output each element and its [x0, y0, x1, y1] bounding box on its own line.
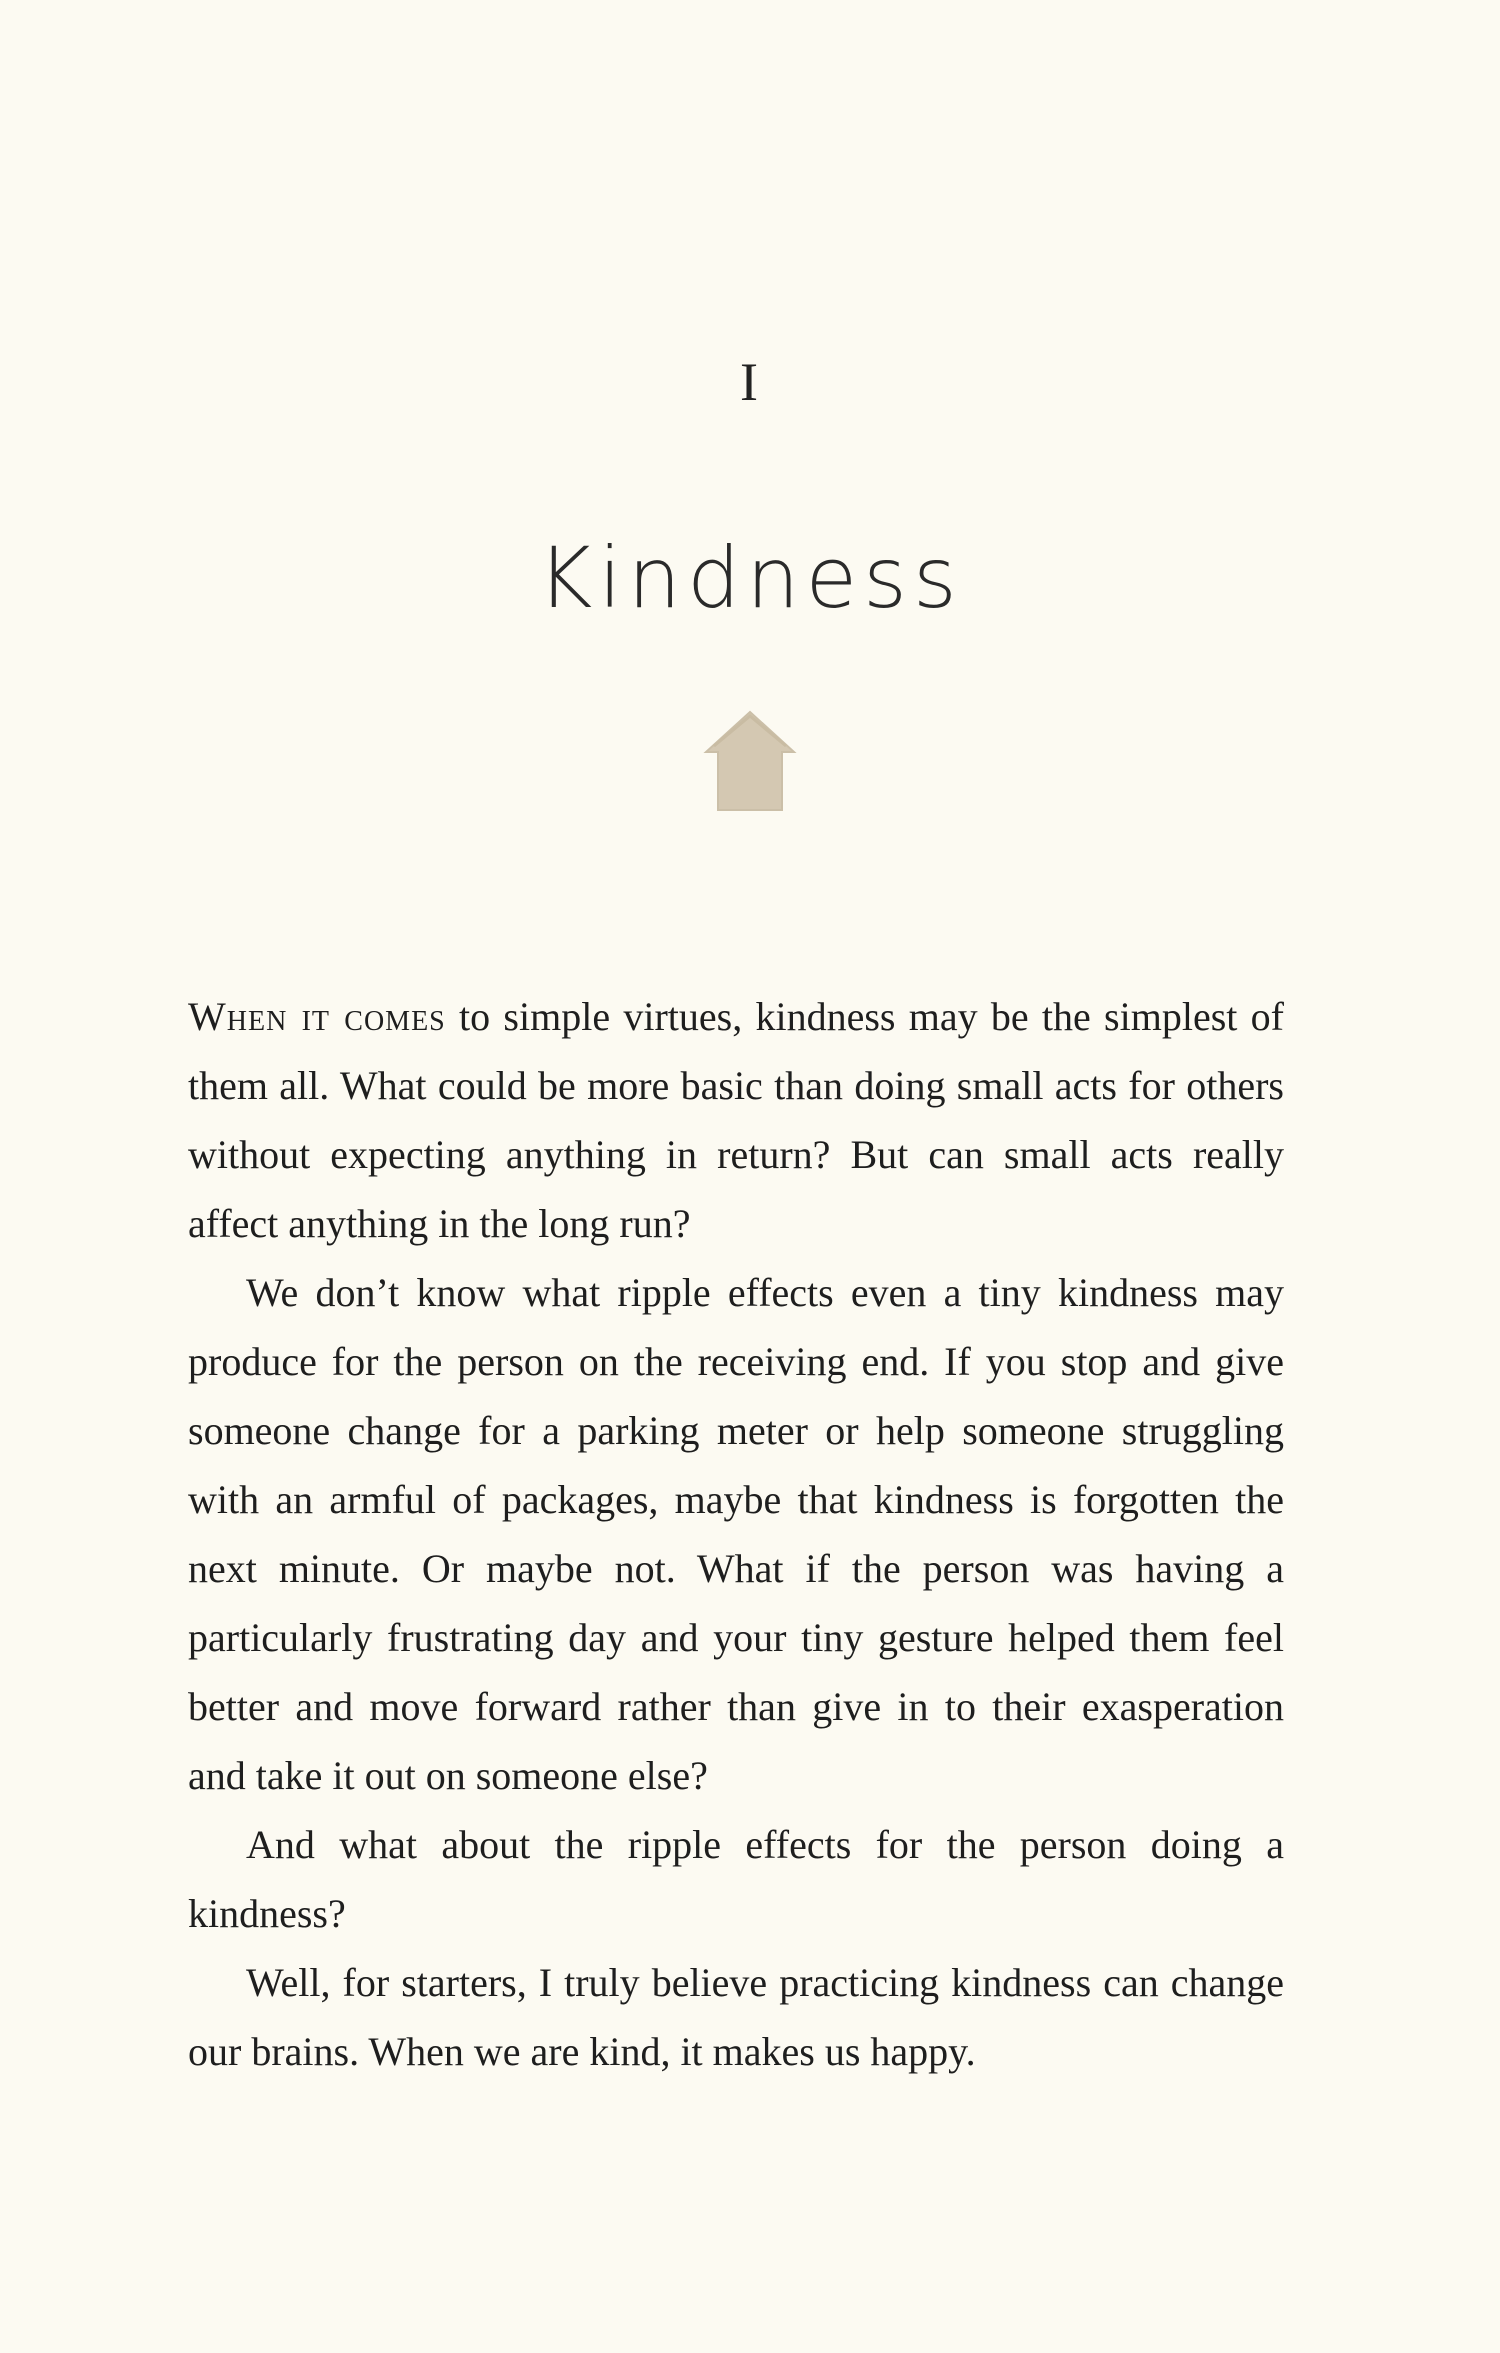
paragraph-1-lead: When it comes [188, 994, 446, 1039]
paragraph-2: We don’t know what ripple effects even a tiny kindness may produce for the person on the receiving end. If you stop and give someone change for a parking meter or help someone struggling with an armful of packages, maybe that kindness is forgotten the next minute. Or maybe not. What if the person was having a particularly frustrating day and your tiny gesture helped them feel better and move forward rather than give in to their exasperation and take it out on someone else? [188, 1270, 1284, 1798]
chapter-body [188, 982, 1284, 2086]
paragraph-4: Well, for starters, I truly believe practicing kindness can change our brains. When we are kind, it makes us happy. [188, 1960, 1284, 2074]
chapter-number: I [740, 352, 760, 412]
paragraph-3: And what about the ripple effects for the person doing a kindness? [188, 1822, 1284, 1936]
chapter-title: Kindness [537, 529, 963, 627]
house-ornament-icon [700, 706, 800, 816]
paragraph-1-text: to simple virtues, kindness may be the simplest of them all. What could be more basic than doing small acts for others without expecting anything in return? But can small acts really affect anything in the long run? [188, 994, 1284, 1246]
paragraph-1 [188, 982, 1284, 1258]
